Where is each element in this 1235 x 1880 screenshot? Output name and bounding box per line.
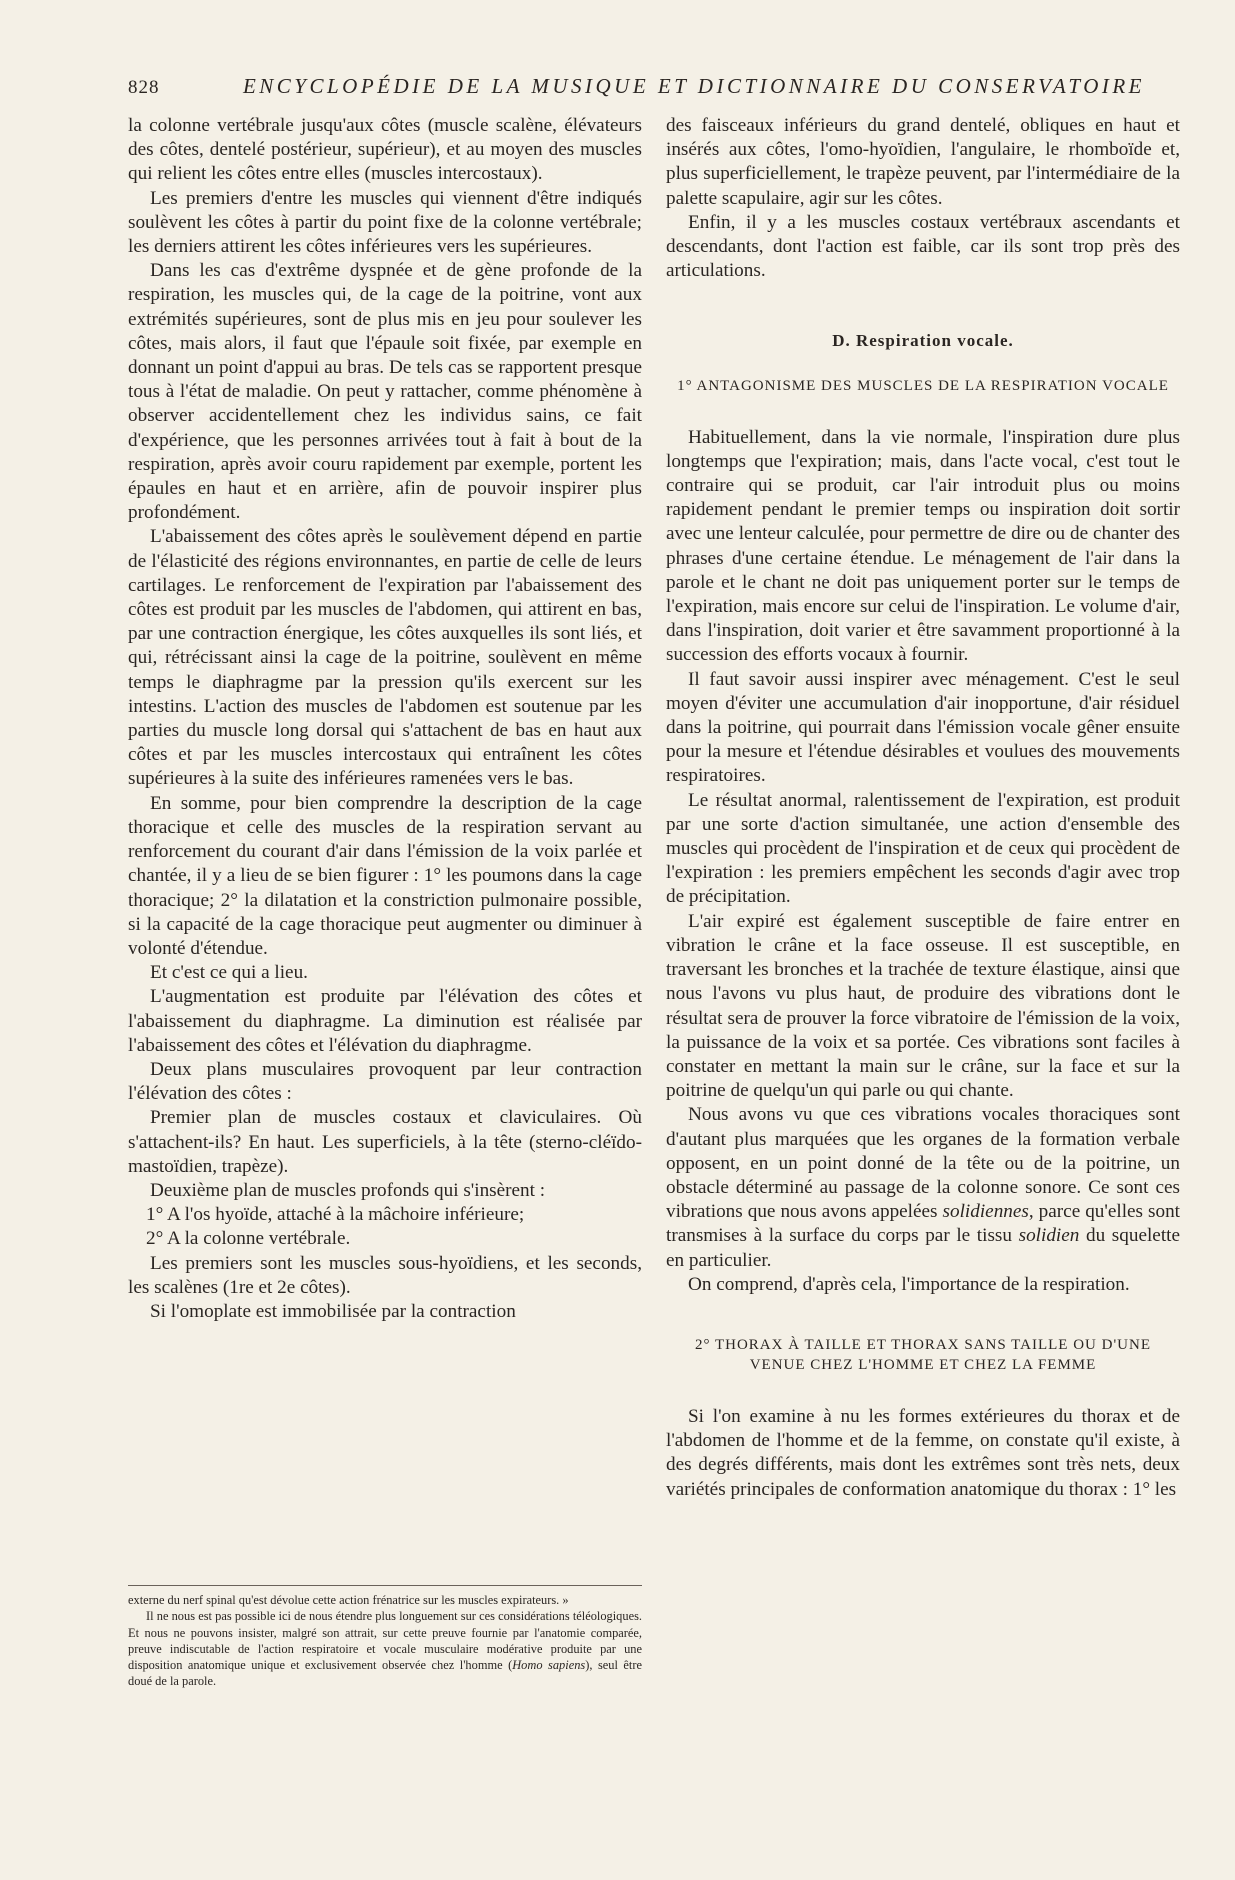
subsection-title: 1° ANTAGONISME DES MUSCLES DE LA RESPIRATION VOCALE <box>677 377 1169 394</box>
paragraph: Deux plans musculaires provoquent par leur contraction l'élévation des côtes : <box>128 1058 642 1105</box>
footnote-italic-term: Homo sapiens <box>512 1658 586 1673</box>
paragraph: L'abaissement des côtes après le soulèvement dépend en partie de l'élasticité des régions environnantes, en partie de celle de leurs cartilages. Le renforcement de l'expiration par l'abaissement des côtes est produit par les muscles de l'abdomen, qui attirent en bas, par une contraction énergique, les côtes auxquelles ils sont liés, et qui, rétrécissant ainsi la cage de la poitrine, soulèvent en même temps le diaphragme par la pression qu'ils exercent sur les intestins. L'action des muscles de l'abdomen est soutenue par les parties du muscle long dorsal qui s'attachent de bas en haut aux côtes et par les muscles intercostaux qui entraînent les côtes supérieures à la suite des inférieures ramenées vers le bas. <box>128 526 642 790</box>
paragraph: L'augmentation est produite par l'élévation des côtes et l'abaissement du diaphragme. La diminution est réalisée par l'abaissement des côtes et l'élévation du diaphragme. <box>128 986 642 1056</box>
paragraph: Et c'est ce qui a lieu. <box>150 962 308 984</box>
footnote <box>128 1608 642 1689</box>
paragraph: Deuxième plan de muscles profonds qui s'insèrent : <box>150 1179 546 1201</box>
paragraph-text: Nous avons vu que ces vibrations vocales thoraciques sont d'autant plus marquées que les organes de la formation verbale opposent, en un point donné de la tête ou de la poitrine, un obstacle déterminé au passage de la colonne sonore. Ce sont ces vibrations que nous avons appelées <box>666 1104 1180 1223</box>
paragraph: Habituellement, dans la vie normale, l'inspiration dure plus longtemps que l'expiration; mais, dans l'acte vocal, c'est tout le contraire qui se produit, car l'air introduit plus ou moins rapidement pendant le premier temps ou inspiration doit sortir avec une lenteur calculée, pour permettre de dire ou de chanter des phrases d'une certaine étendue. Le ménagement de l'air dans la parole et le chant ne doit pas uniquement porter sur le temps de l'expiration, mais encore sur celui de l'inspiration. Le volume d'air, dans l'inspiration, doit varier et être savamment proportionné à la succession des efforts vocaux à fournir. <box>666 426 1180 666</box>
page-header <box>128 74 1180 106</box>
paragraph: la colonne vertébrale jusqu'aux côtes (muscle scalène, élévateurs des côtes, dentelé postérieur, supérieur), et au moyen des muscles qui relient les côtes entre elles (muscles intercostaux). <box>128 115 642 185</box>
footnotes <box>128 1585 642 1690</box>
list-item: 2° A la colonne vertébrale. <box>146 1228 351 1250</box>
paragraph-text: , parce qu'elles sont transmises à la surface du corps par le tissu <box>666 1201 1181 1247</box>
left-column <box>128 114 642 1324</box>
paragraph: Il faut savoir aussi inspirer avec ménagement. C'est le seul moyen d'éviter une accumulation d'air inopportune, d'air résiduel dans la poitrine, qui pourrait dans l'émission vocale gêner ensuite pour la mesure et l'étendue désirables et voulues des mouvements respiratoires. <box>666 668 1180 787</box>
page-number: 828 <box>128 77 160 98</box>
paragraph: Si l'omoplate est immobilisée par la contraction <box>150 1300 516 1322</box>
list-item: 1° A l'os hyoïde, attaché à la mâchoire inférieure; <box>146 1204 525 1226</box>
footnote-text: ), seul être doué de la parole. <box>128 1658 642 1689</box>
paragraph: Les premiers d'entre les muscles qui viennent d'être indiqués soulèvent les côtes à partir du point fixe de la colonne vertébrale; les derniers attirent les côtes inférieures vers les supérieures. <box>128 187 642 258</box>
paragraph-text: du squelette en particulier. <box>666 1225 1180 1271</box>
paragraph: En somme, pour bien comprendre la description de la cage thoracique et celle des muscles de la respiration servant au renforcement du courant d'air dans l'émission de la voix parlée et chantée, il y a lieu de se bien figurer : 1° les poumons dans la cage thoracique; 2° la dilatation et la constriction pulmonaire possible, si la capacité de la cage thoracique peut augmenter ou diminuer à volonté d'étendue. <box>128 792 642 959</box>
subsection-title: 2° THORAX À TAILLE ET THORAX SANS TAILLE OU D'UNE VENUE CHEZ L'HOMME ET CHEZ LA FEMME <box>695 1336 1151 1373</box>
paragraph: Enfin, il y a les muscles costaux vertébraux ascendants et descendants, dont l'action est faible, car ils sont trop près des articulations. <box>666 211 1180 282</box>
paragraph: Premier plan de muscles costaux et claviculaires. Où s'attachent-ils? En haut. Les superficiels, à la tête (sterno-cléïdo-mastoïdien, trapèze). <box>128 1107 642 1177</box>
footnote-text: Il ne nous est pas possible ici de nous étendre plus longuement sur ces considérations téléologiques. Et nous ne pouvons insister, malgré son attrait, sur cette preuve fournie par l'anatomie comparée, preuve indiscutable de l'action respiratoire et vocale musculaire modérative produite par une disposition anatomique unique et exclusivement observée chez l'homme ( <box>128 1609 642 1673</box>
paragraph: Dans les cas d'extrême dyspnée et de gène profonde de la respiration, les muscles qui, de la cage de la poitrine, vont aux extrémités supérieures, sont de plus mis en jeu pour soulever les côtes, mais alors, il faut que l'épaule soit fixée, par exemple en donnant un point d'appui au bras. De tels cas se rapportent presque tous à l'état de maladie. On peut y rattacher, comme phénomène à observer accidentellement chez les individus sains, ce fait d'expérience, que les personnes arrivées tout à fait à bout de la respiration, après avoir couru rapidement par exemple, portent les épaules en haut et en arrière, afin de pouvoir inspirer plus profondément. <box>128 260 642 524</box>
paragraph: Le résultat anormal, ralentissement de l'expiration, est produit par une sorte d'action simultanée, une action d'ensemble des muscles qui procèdent de l'inspiration et de ceux qui procèdent de l'expiration : les premiers empêchent les seconds d'agir avec trop de précipitation. <box>666 789 1180 908</box>
italic-term: solidien <box>1018 1225 1080 1247</box>
footnote: externe du nerf spinal qu'est dévolue cette action frénatrice sur les muscles expirateurs. » <box>128 1593 569 1607</box>
paragraph: L'air expiré est également susceptible de faire entrer en vibration le crâne et la face osseuse. Il est susceptible, en traversant les bronches et la trachée de texture élastique, ainsi que nous l'avons vu plus haut, de produire des vibrations dont le résultat sera de prouver la force vibratoire de l'émission de la voix, la puissance de la voix et sa portée. Ces vibrations sont faciles à constater en mettant la main sur le crâne, sur la face et sur la poitrine de quelqu'un qui parle ou qui chante. <box>666 910 1180 1102</box>
paragraph: Si l'on examine à nu les formes extérieures du thorax et de l'abdomen de l'homme et de la femme, on constate qu'il existe, à des degrés différents, mais dont les extrêmes sont très nets, deux variétés principales de conformation anatomique du thorax : 1° les <box>666 1405 1180 1500</box>
paragraph <box>666 1103 1180 1272</box>
right-column <box>666 114 1180 1502</box>
paragraph: Les premiers sont les muscles sous-hyoïdiens, et les seconds, les scalènes (1re et 2e côtes). <box>128 1252 642 1298</box>
paragraph: des faisceaux inférieurs du grand dentelé, obliques en haut et insérés aux côtes, l'omo-hyoïdien, l'angulaire, le rhomboïde et, plus superficiellement, le trapèze peuvent, par l'intermédiaire de la palette scapulaire, agir sur les côtes. <box>666 115 1180 209</box>
paragraph: On comprend, d'après cela, l'importance de la respiration. <box>688 1273 1130 1295</box>
section-title: D. Respiration vocale. <box>832 331 1014 351</box>
italic-term: solidiennes <box>942 1201 1029 1223</box>
running-title: ENCYCLOPÉDIE DE LA MUSIQUE ET DICTIONNAIRE DU CONSERVATOIRE <box>242 74 1146 98</box>
